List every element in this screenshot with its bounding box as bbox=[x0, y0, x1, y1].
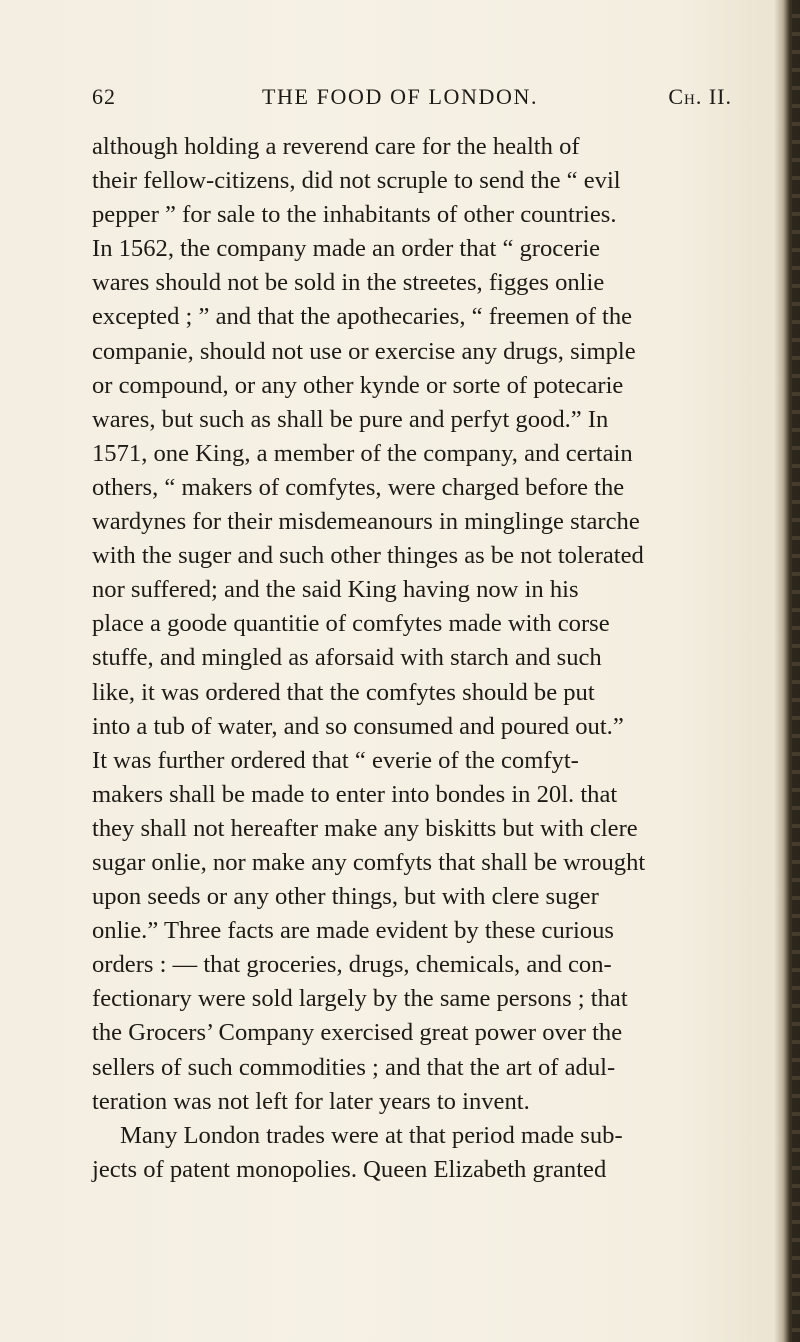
text-line: like, it was ordered that the comfytes should be put bbox=[92, 678, 595, 706]
text-line: wares should not be sold in the streetes, figges onlie bbox=[92, 269, 605, 297]
text-line: with the suger and such other thinges as be not tolerated bbox=[92, 542, 644, 570]
text-line: orders : — that groceries, drugs, chemicals, and con- bbox=[92, 951, 612, 979]
text-line: onlie.” Three facts are made evident by these curious bbox=[92, 917, 614, 945]
text-line: sugar onlie, nor make any comfyts that shall be wrought bbox=[92, 848, 646, 876]
text-line: 1571, one King, a member of the company, and certain bbox=[92, 439, 633, 467]
running-title: THE FOOD OF LONDON. bbox=[262, 84, 539, 109]
text-line: the Grocers’ Company exercised great power over the bbox=[92, 1019, 623, 1047]
text-line: excepted ; ” and that the apothecaries, “ freemen of the bbox=[92, 303, 633, 331]
text-line: teration was not left for later years to invent. bbox=[92, 1087, 530, 1115]
text-line: It was further ordered that “ everie of the comfyt- bbox=[92, 746, 579, 774]
text-line: their fellow-citizens, did not scruple to send the “ evil bbox=[92, 167, 621, 195]
text-line: makers shall be made to enter into bondes in 20l. that bbox=[92, 780, 618, 808]
text-line: they shall not hereafter make any biskitts but with clere bbox=[92, 814, 638, 842]
text-line: companie, should not use or exercise any drugs, simple bbox=[92, 337, 636, 365]
page-number: 62 bbox=[92, 84, 116, 109]
chapter-label: Ch. II. bbox=[668, 84, 732, 109]
text-line: fectionary were sold largely by the same persons ; that bbox=[92, 985, 628, 1013]
paragraph-start-line: Many London trades were at that period made sub- bbox=[120, 1121, 623, 1149]
running-header bbox=[92, 84, 732, 114]
text-line: place a goode quantitie of comfytes made with corse bbox=[92, 610, 610, 638]
page-edge-binding bbox=[792, 0, 800, 1342]
text-line: wardynes for their misdemeanours in minglinge starche bbox=[92, 508, 640, 536]
text-line: stuffe, and mingled as aforsaid with starch and such bbox=[92, 644, 602, 672]
text-line: In 1562, the company made an order that “ grocerie bbox=[92, 235, 601, 263]
text-line: jects of patent monopolies. Queen Elizabeth granted bbox=[92, 1155, 607, 1183]
text-line: others, “ makers of comfytes, were charged before the bbox=[92, 473, 625, 501]
text-line: into a tub of water, and so consumed and poured out.” bbox=[92, 712, 624, 740]
text-line: sellers of such commodities ; and that the art of adul- bbox=[92, 1053, 616, 1081]
text-line: or compound, or any other kynde or sorte of potecarie bbox=[92, 371, 624, 399]
text-line: wares, but such as shall be pure and perfyt good.” In bbox=[92, 405, 609, 433]
text-line: although holding a reverend care for the health of bbox=[92, 133, 580, 160]
text-line: pepper ” for sale to the inhabitants of other countries. bbox=[92, 201, 617, 229]
text-line: upon seeds or any other things, but with clere suger bbox=[92, 883, 599, 911]
text-line: nor suffered; and the said King having now in his bbox=[92, 576, 579, 604]
body-text bbox=[92, 130, 742, 1187]
